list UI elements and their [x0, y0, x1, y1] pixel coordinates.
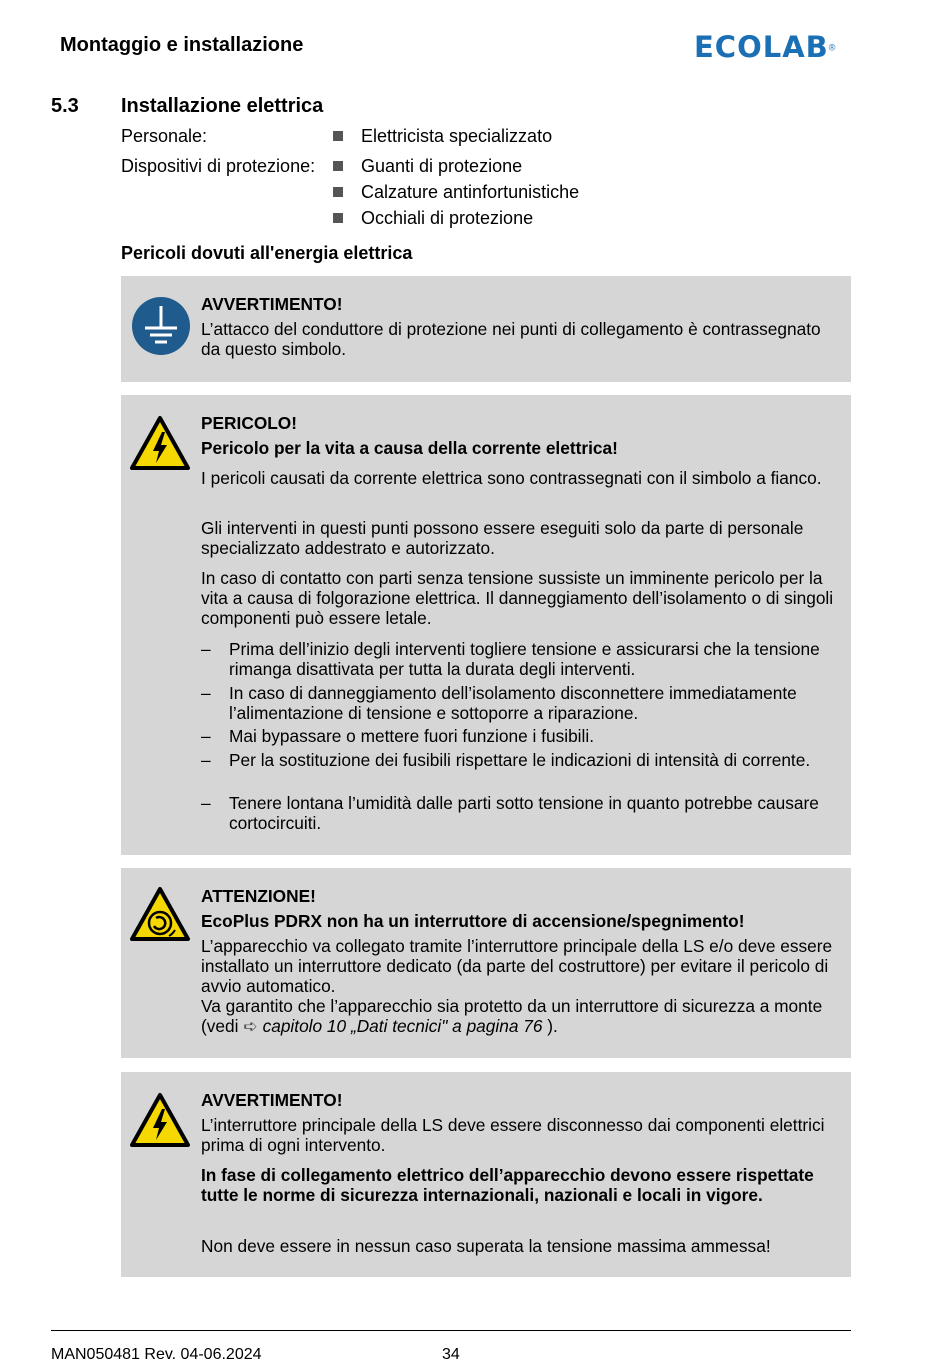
section-number: 5.3	[51, 95, 79, 117]
protection-label: Dispositivi di protezione:	[121, 156, 316, 176]
box3-heading: ATTENZIONE!	[201, 886, 316, 906]
box2-paragraph: I pericoli causati da corrente elettrica sono contrassegnati con il simbolo a fianco.	[201, 468, 822, 488]
box3-text-reference: Va garantito che l’apparecchio sia protetto da un interruttore di sicurezza a monte (vedi ➪ capitolo 10 „Dati tecnici" a pagina 76 ).	[201, 996, 823, 1036]
arrow-icon: ➪	[243, 1016, 258, 1036]
electric-hazard-icon	[129, 1092, 191, 1148]
box3-text: L’apparecchio va collegato tramite l’interruttore principale della LS e/o deve essere installato un interruttore dedicato (da parte del costruttore) per evitare il pericolo di avvio automatico.	[201, 936, 833, 996]
personnel-label: Personale:	[121, 126, 208, 146]
chapter-link[interactable]: capitolo 10 „Dati tecnici" a pagina 76	[262, 1016, 543, 1036]
list-dash: –	[201, 683, 211, 703]
box2-list-item: Tenere lontana l’umidità dalle parti sotto tensione in quanto potrebbe causare cortocircuiti.	[229, 793, 819, 833]
box2-paragraph: Gli interventi in questi punti possono essere eseguiti solo da parte di personale specializzato addestrato e autorizzato.	[201, 518, 804, 558]
box1-text: L’attacco del conduttore di protezione nei punti di collegamento è contrassegnato da questo simbolo.	[201, 319, 821, 359]
box4-text: L’interruttore principale della LS deve essere disconnesso dai componenti elettrici prima di ogni intervento.	[201, 1115, 825, 1155]
ecolab-logo: ECOLAB®	[694, 30, 836, 64]
box4-text: Non deve essere in nessun caso superata la tensione massima ammessa!	[201, 1236, 771, 1256]
list-dash: –	[201, 793, 211, 813]
list-dash: –	[201, 639, 211, 659]
protection-item: Guanti di protezione	[361, 156, 523, 176]
bullet-square	[333, 131, 343, 141]
box4-bold-text: In fase di collegamento elettrico dell’apparecchio devono essere rispettate tutte le norme di sicurezza internazionali, nazionali e locali in vigore.	[201, 1165, 814, 1205]
footer-divider	[51, 1330, 851, 1331]
caution-box-autostart	[121, 868, 851, 1058]
ground-symbol-icon	[131, 296, 191, 356]
section-title: Installazione elettrica	[121, 95, 324, 117]
personnel-item: Elettricista specializzato	[361, 126, 553, 146]
hazards-subheading: Pericoli dovuti all'energia elettrica	[121, 243, 413, 263]
box1-heading: AVVERTIMENTO!	[201, 294, 343, 314]
bullet-square	[333, 213, 343, 223]
bullet-square	[333, 161, 343, 171]
box2-list-item: Mai bypassare o mettere fuori funzione i fusibili.	[229, 726, 594, 746]
warning-box-mainswitch	[121, 1072, 851, 1277]
document-number: MAN050481 Rev. 04-06.2024	[51, 1346, 262, 1363]
logo-text: ECOLAB	[694, 30, 829, 64]
list-dash: –	[201, 726, 211, 746]
protection-item: Calzature antinfortunistiche	[361, 182, 580, 202]
box2-heading: PERICOLO!	[201, 413, 298, 433]
electric-hazard-icon	[129, 415, 191, 471]
automatic-start-hazard-icon	[129, 886, 191, 942]
box4-heading: AVVERTIMENTO!	[201, 1090, 343, 1110]
protection-item: Occhiali di protezione	[361, 208, 534, 228]
box2-paragraph: In caso di contatto con parti senza tensione sussiste un imminente pericolo per la vita a causa di folgorazione elettrica. Il danneggiamento dell’isolamento o di singoli componenti può essere letale.	[201, 568, 834, 628]
box2-list-item: In caso di danneggiamento dell’isolamento disconnettere immediatamente l’alimentazione di tensione e sottoporre a riparazione.	[229, 683, 797, 723]
list-dash: –	[201, 750, 211, 770]
box2-list-item: Per la sostituzione dei fusibili rispettare le indicazioni di intensità di corrente.	[229, 750, 811, 770]
danger-box-electric	[121, 395, 851, 855]
box2-list-item: Prima dell’inizio degli interventi togliere tensione e assicurarsi che la tensione rimanga disattivata per tutta la durata degli interventi.	[229, 639, 820, 679]
box3-subheading: EcoPlus PDRX non ha un interruttore di accensione/spegnimento!	[201, 911, 745, 931]
header-title: Montaggio e installazione	[60, 34, 304, 56]
bullet-square	[333, 187, 343, 197]
box2-subheading: Pericolo per la vita a causa della corrente elettrica!	[201, 438, 618, 458]
warning-box-ground	[121, 276, 851, 382]
page-number: 34	[442, 1346, 460, 1363]
